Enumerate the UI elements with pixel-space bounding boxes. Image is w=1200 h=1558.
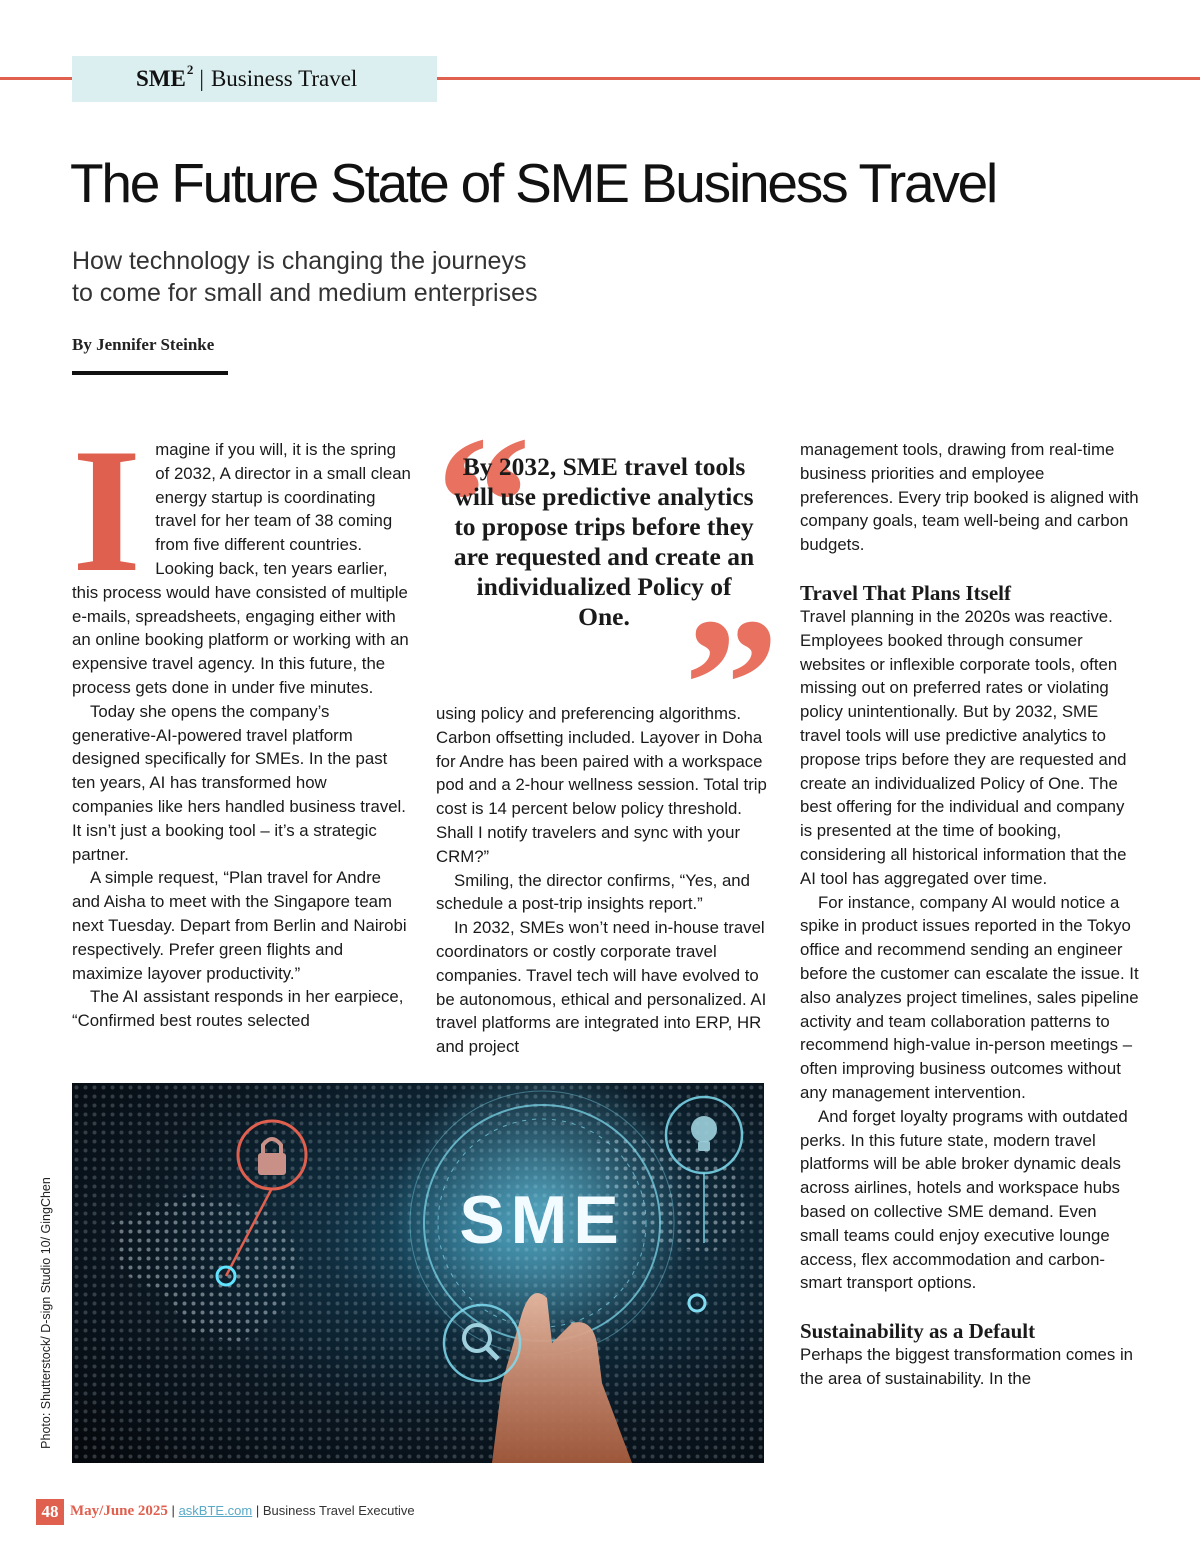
subheading-travel-plans-itself: Travel That Plans Itself	[800, 580, 1011, 605]
photo-overlay-text: SME	[459, 1182, 625, 1258]
footer	[70, 1503, 415, 1520]
paragraph: management tools, drawing from real-time business priorities and employee preferences. Every trip booked is aligned with company goals, team well-being and carbon budgets.	[800, 440, 1139, 555]
drop-cap: I	[72, 411, 142, 609]
subtitle-line-2: to come for small and medium enterprises	[72, 279, 538, 307]
article-photo	[72, 1083, 764, 1463]
article-subtitle	[72, 245, 632, 309]
paragraph: Today she opens the company’s generative-AI-powered travel platform designed specifically for SMEs. In the past ten years, AI has transformed how companies like hers handled business travel. It isn’t just a booking tool – it’s a strategic partner.	[72, 701, 406, 864]
section-tag	[72, 56, 437, 102]
photo-credit	[34, 1160, 58, 1465]
paragraph: magine if you will, it is the spring of 2032, A director in a small clean energy startup is coordinating travel for her team of 38 coming from five different countries. Looking back, ten years earlier, this process would have consisted of multiple e-mails, spreadsheets, engaging either with an online booking platform or working with an expensive travel agency. In this future, the process gets done in under five minutes.	[72, 440, 411, 697]
photo-illustration	[72, 1083, 764, 1463]
page-number: 48	[36, 1499, 64, 1525]
paragraph: And forget loyalty programs with outdated perks. In this future state, modern travel platforms will be able broker dynamic deals across airlines, hotels and workspace hubs based on collective SME demand. Even small teams could enjoy executive lounge access, flex accommodation and carbon-smart transport options.	[800, 1106, 1128, 1293]
footer-separator: |	[171, 1503, 175, 1518]
subtitle-line-1: How technology is changing the journeys	[72, 247, 527, 275]
paragraph: For instance, company AI would notice a spike in product issues reported in the Tokyo office and recommend sending an engineer before the customer can escalate the issue. It also analyzes project timelines, sales pipeline activity and team collaboration patterns to recommend high-value in-person meetings – often improving business outcomes without any management intervention.	[800, 892, 1139, 1102]
open-quote-mark: “	[436, 398, 531, 608]
byline-rule	[72, 371, 228, 375]
section-separator: |	[199, 66, 204, 91]
publication-name: Business Travel Executive	[262, 1503, 415, 1518]
paragraph: Perhaps the biggest transformation comes in the area of sustainability. In the	[800, 1345, 1134, 1388]
header-rule-right	[437, 77, 1200, 80]
section-name: SME	[136, 66, 186, 91]
paragraph: The AI assistant responds in her earpiece, “Confirmed best routes selected	[72, 987, 404, 1031]
article-title: The Future State of SME Business Travel	[70, 152, 997, 214]
section-superscript: 2	[186, 62, 194, 77]
byline: By Jennifer Steinke	[72, 335, 215, 354]
header-rule-left	[0, 77, 72, 80]
column-1	[72, 411, 412, 1033]
issue-date: May/June 2025	[70, 1503, 168, 1519]
website-link[interactable]: askBTE.com	[178, 1503, 253, 1518]
paragraph: using policy and preferencing algorithms. Carbon offsetting included. Layover in Doha for Andre has been paired with a workspace pod and a 2-hour wellness session. Total trip cost is 14 percent below policy threshold. Shall I notify travelers and sync with your CRM?”	[436, 704, 767, 866]
paragraph: A simple request, “Plan travel for Andre and Aisha to meet with the Singapore team next Tuesday. Depart from Berlin and Nairobi respectively. Prefer green flights and maximize layover productivity.”	[72, 868, 407, 983]
photo-credit-text: Photo: Shutterstock/ D-sign Studio 10/ GingChen	[39, 1176, 53, 1449]
subheading-sustainability: Sustainability as a Default	[800, 1319, 1036, 1344]
column-2	[436, 702, 771, 1059]
close-quote-mark: ”	[684, 580, 779, 790]
section-category: Business Travel	[210, 66, 358, 91]
pull-quote: By 2032, SME travel tools will use predictive analytics to propose trips before they are requested and create an individualized Policy of One.	[453, 452, 755, 631]
column-3	[800, 438, 1140, 1391]
paragraph: Smiling, the director confirms, “Yes, and schedule a post-trip insights report.”	[436, 870, 750, 914]
paragraph: In 2032, SMEs won’t need in-house travel coordinators or costly corporate travel companies. Travel tech will have evolved to be autonomous, ethical and personalized. AI travel platforms are integrated into ERP, HR and project	[436, 918, 767, 1057]
paragraph: Travel planning in the 2020s was reactive. Employees booked through consumer websites or inflexible corporate tools, often missing out on preferred rates or violating policy unintentionally. But by 2032, SME travel tools will use predictive analytics to propose trips before they are requested and create an individualized Policy of One. The best offering for the individual and company is presented at the time of booking, considering all historical information that the AI tool has aggregated over time.	[800, 606, 1127, 888]
footer-separator: |	[255, 1503, 260, 1518]
